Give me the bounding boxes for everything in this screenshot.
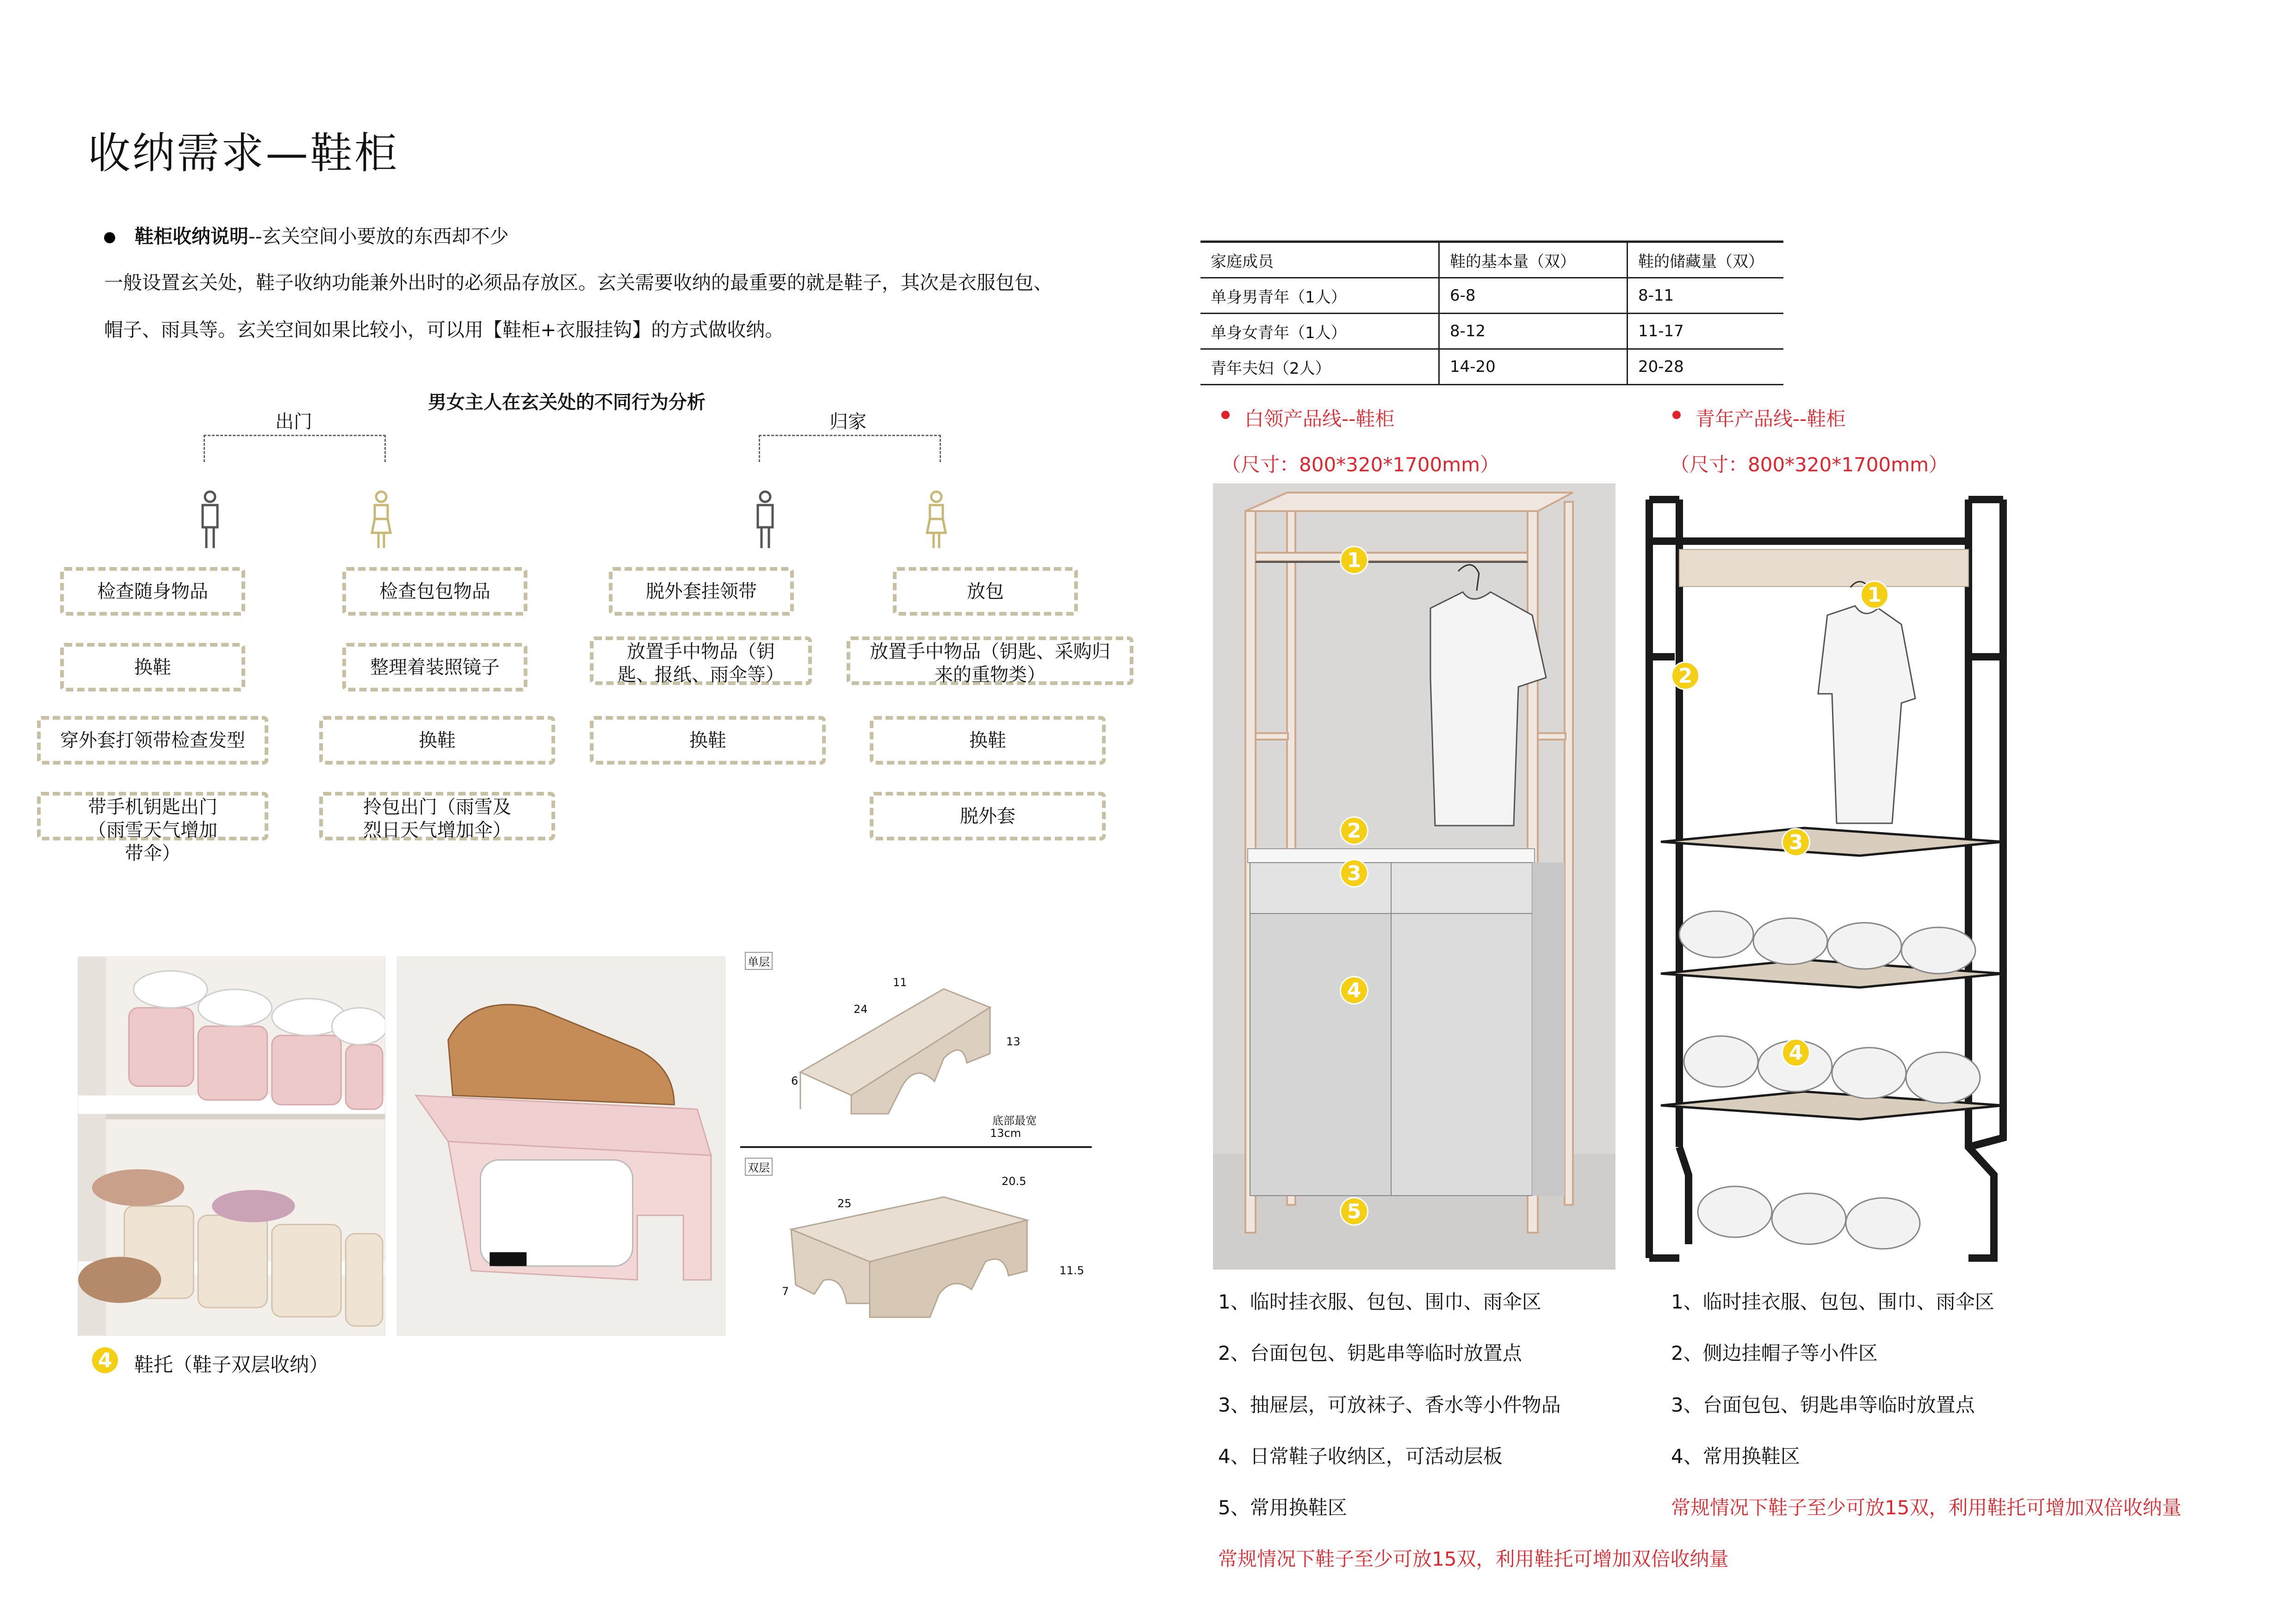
marker-1-icon: 1 xyxy=(1860,580,1889,609)
page-title: 收纳需求—鞋柜 xyxy=(88,129,399,178)
youth-item: 2、侧边挂帽子等小件区 xyxy=(1671,1342,1878,1364)
behavior-box: 放包 xyxy=(893,567,1078,616)
red-bullet-icon xyxy=(1672,411,1681,419)
table-header-row xyxy=(1201,242,1783,278)
white-collar-size: （尺寸：800*320*1700mm） xyxy=(1221,453,1500,476)
double-tray-drawing xyxy=(768,1169,1064,1327)
behavior-box: 脱外套挂领带 xyxy=(609,567,794,616)
white-collar-cabinet-image xyxy=(1213,483,1615,1270)
marker-3-icon: 3 xyxy=(1782,828,1810,857)
marker-1-icon: 1 xyxy=(1340,546,1368,574)
youth-note: 常规情况下鞋子至少可放15双，利用鞋托可增加双倍收纳量 xyxy=(1671,1496,2182,1519)
table-cell: 6-8 xyxy=(1439,278,1628,314)
youth-size: （尺寸：800*320*1700mm） xyxy=(1670,453,1949,476)
table-cell: 11-17 xyxy=(1628,314,1784,349)
bullet-icon xyxy=(104,232,115,243)
white-collar-note: 常规情况下鞋子至少可放15双，利用鞋托可增加双倍收纳量 xyxy=(1218,1548,1729,1570)
shoe-rack-photo-single xyxy=(397,957,725,1336)
behavior-box: 换鞋 xyxy=(319,716,555,765)
behavior-box: 换鞋 xyxy=(870,716,1106,765)
marker-3-icon: 3 xyxy=(1340,859,1368,888)
white-collar-item: 2、台面包包、钥匙串等临时放置点 xyxy=(1218,1342,1522,1364)
man-icon xyxy=(751,490,779,550)
dim-label: 6 xyxy=(791,1074,798,1087)
table-row xyxy=(1201,349,1783,385)
behavior-box: 换鞋 xyxy=(590,716,826,765)
youth-title: 青年产品线--鞋柜 xyxy=(1696,407,1846,430)
dim-label: 13 xyxy=(1006,1035,1021,1048)
single-label: 单层 xyxy=(745,952,773,970)
family-shoe-table xyxy=(1201,241,1783,385)
table-cell: 8-11 xyxy=(1628,278,1784,314)
diagram-title: 男女主人在玄关处的不同行为分析 xyxy=(428,392,706,413)
marker-4-icon: 4 xyxy=(91,1346,119,1375)
youth-cabinet-image xyxy=(1642,490,2017,1267)
table-cell: 单身女青年（1人） xyxy=(1201,314,1439,349)
shoe-rack-photo-stacked xyxy=(78,957,385,1336)
white-collar-item: 4、日常鞋子收纳区，可活动层板 xyxy=(1218,1445,1503,1468)
dim-label: 20.5 xyxy=(1002,1175,1027,1188)
behavior-box: 检查随身物品 xyxy=(60,567,245,616)
behavior-box: 换鞋 xyxy=(60,643,245,691)
double-label: 双层 xyxy=(745,1158,773,1176)
table-row xyxy=(1201,314,1783,349)
dim-label: 底部最宽 xyxy=(992,1114,1037,1127)
youth-item: 3、台面包包、钥匙串等临时放置点 xyxy=(1671,1394,1975,1416)
behavior-box: 放置手中物品（钥匙、报纸、雨伞等） xyxy=(590,636,812,685)
table-header: 家庭成员 xyxy=(1201,242,1439,278)
youth-item: 1、临时挂衣服、包包、围巾、雨伞区 xyxy=(1671,1290,1994,1313)
behavior-box: 脱外套 xyxy=(870,792,1106,840)
marker-4-icon: 4 xyxy=(1340,976,1368,1005)
behavior-box: 拎包出门（雨雪及烈日天气增加伞） xyxy=(319,792,555,840)
behavior-box: 带手机钥匙出门（雨雪天气增加带伞） xyxy=(37,792,268,840)
white-collar-item: 3、抽屉层，可放袜子、香水等小件物品 xyxy=(1218,1394,1561,1416)
dim-label: 24 xyxy=(854,1003,868,1016)
dim-label: 13cm xyxy=(990,1127,1021,1140)
out-label: 出门 xyxy=(275,411,312,432)
marker-2-icon: 2 xyxy=(1340,816,1368,845)
dim-label: 25 xyxy=(837,1197,852,1210)
table-cell: 20-28 xyxy=(1628,349,1784,385)
dim-label: 11.5 xyxy=(1059,1264,1084,1277)
behavior-box: 放置手中物品（钥匙、采购归来的重物类） xyxy=(847,636,1133,685)
white-collar-item: 1、临时挂衣服、包包、围巾、雨伞区 xyxy=(1218,1290,1541,1313)
intro-heading xyxy=(104,221,509,248)
behavior-box: 检查包包物品 xyxy=(342,567,527,616)
single-tray-drawing xyxy=(768,970,1027,1123)
table-row xyxy=(1201,278,1783,314)
intro-paragraph-line1: 一般设置玄关处，鞋子收纳功能兼外出时的必须品存放区。玄关需要收纳的最重要的就是鞋子，其次是衣服包包、 xyxy=(104,272,1052,294)
youth-item: 4、常用换鞋区 xyxy=(1671,1445,1800,1468)
home-label: 归家 xyxy=(829,411,866,432)
man-icon xyxy=(196,490,224,550)
woman-icon xyxy=(922,490,950,550)
behavior-box: 整理着装照镜子 xyxy=(342,643,527,691)
table-header: 鞋的基本量（双） xyxy=(1439,242,1628,278)
marker-2-icon: 2 xyxy=(1671,661,1700,690)
table-header: 鞋的储藏量（双） xyxy=(1628,242,1784,278)
intro-paragraph-line2: 帽子、雨具等。玄关空间如果比较小，可以用【鞋柜+衣服挂钩】的方式做收纳。 xyxy=(104,319,784,341)
intro-heading-rest: --玄关空间小要放的东西却不少 xyxy=(248,225,509,247)
table-cell: 青年夫妇（2人） xyxy=(1201,349,1439,385)
table-cell: 单身男青年（1人） xyxy=(1201,278,1439,314)
marker-5-icon: 5 xyxy=(1340,1197,1368,1226)
table-cell: 8-12 xyxy=(1439,314,1628,349)
white-collar-item: 5、常用换鞋区 xyxy=(1218,1496,1347,1519)
marker-4-icon: 4 xyxy=(1782,1038,1810,1067)
dim-label: 11 xyxy=(893,976,907,989)
table-cell: 14-20 xyxy=(1439,349,1628,385)
shoe-tray-drawings xyxy=(740,952,1092,1340)
white-collar-title: 白领产品线--鞋柜 xyxy=(1244,407,1395,430)
home-bracket xyxy=(759,435,941,462)
woman-icon xyxy=(367,490,395,550)
shoe-tray-caption: 鞋托（鞋子双层收纳） xyxy=(134,1353,329,1376)
behavior-box: 穿外套打领带检查发型 xyxy=(37,716,268,765)
red-bullet-icon xyxy=(1221,411,1230,419)
dim-label: 7 xyxy=(782,1285,789,1298)
divider xyxy=(740,1146,1092,1148)
out-bracket xyxy=(204,435,386,462)
intro-heading-bold: 鞋柜收纳说明 xyxy=(135,225,248,247)
